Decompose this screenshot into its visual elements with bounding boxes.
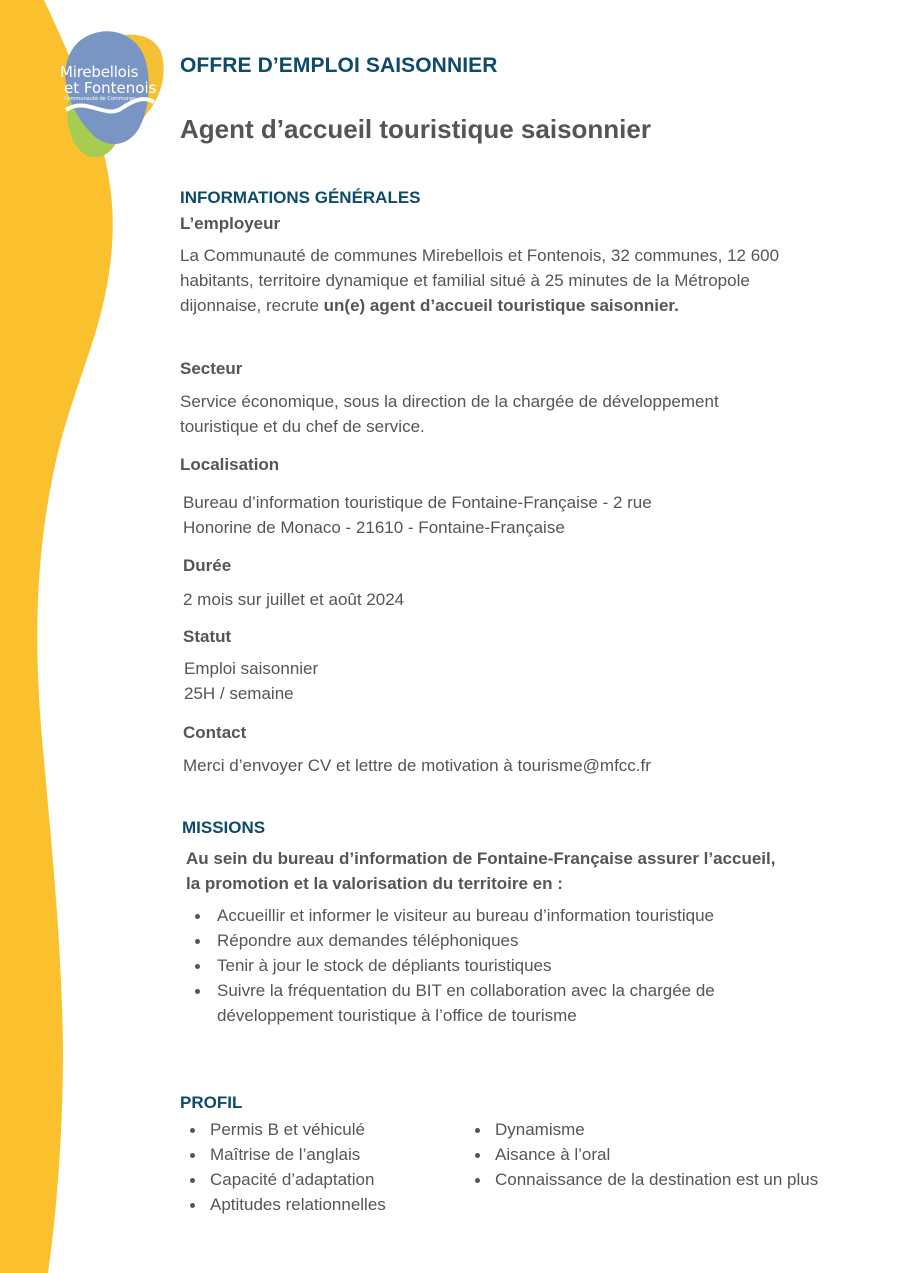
missions-intro: Au sein du bureau d’information de Fontaine-Française assurer l’accueil, la promotion et la valorisation du territoire en : [186,849,776,893]
contact-text: Merci d’envoyer CV et lettre de motivation à tourisme@mfcc.fr [183,756,651,775]
sector-label: Secteur [180,359,243,378]
list-item: Dynamisme [465,1117,825,1142]
job-title: Agent d’accueil touristique saisonnier [180,114,651,144]
list-item: Capacité d’adaptation [180,1167,460,1192]
list-item: Maîtrise de l’anglais [180,1142,460,1167]
employer-description: La Communauté de communes Mirebellois et Fontenois, 32 communes, 12 600 habitants, territoire dynamique et familial situé à 25 minutes de la Métropole dijonnaise, recrute [180,246,780,315]
duration-text: 2 mois sur juillet et août 2024 [183,590,405,609]
location-line-1: Bureau d’information touristique de Fontaine-Française - 2 rue [183,493,652,512]
duration-label: Durée [183,556,232,575]
location-line-2: Honorine de Monaco - 21610 - Fontaine-Française [183,518,565,537]
contact-label: Contact [183,723,247,742]
profile-heading: PROFIL [180,1093,243,1112]
general-info-heading: INFORMATIONS GÉNÉRALES [180,188,421,207]
logo-wordmark [60,64,170,103]
status-text [184,656,318,706]
list-item: Répondre aux demandes téléphoniques [183,928,823,953]
missions-heading: MISSIONS [182,818,266,837]
list-item: Tenir à jour le stock de dépliants touristiques [183,953,823,978]
employer-label: L’employeur [180,214,281,233]
status-line-2: 25H / semaine [184,684,294,703]
list-item: Aptitudes relationnelles [180,1192,460,1217]
location-label: Localisation [180,455,280,474]
list-item: Connaissance de la destination est un plus [465,1167,825,1192]
employer-position: un(e) agent d’accueil touristique saisonnier. [323,296,679,315]
list-item: Suivre la fréquentation du BIT en collaboration avec la chargée de développement touristique à l’office de tourisme [183,978,823,1028]
profile-list-right [465,1117,825,1192]
logo-subtitle: Communauté de Communes [64,96,136,102]
sector-text: Service économique, sous la direction de la chargée de développement touristique et du chef de service. [180,392,719,436]
employer-text [180,243,805,318]
list-item: Permis B et véhiculé [180,1117,460,1142]
offer-kicker: OFFRE D’EMPLOI SAISONNIER [180,54,498,77]
status-line-1: Emploi saisonnier [184,659,319,678]
profile-list-left [180,1117,460,1217]
location-text [183,490,823,540]
logo-line-2: et Fontenois [64,79,157,97]
missions-list [183,903,823,1028]
list-item: Aisance à l’oral [465,1142,825,1167]
decorative-wave [0,0,170,1273]
logo-line-1: Mirebellois [60,63,139,81]
status-label: Statut [183,627,232,646]
list-item: Accueillir et informer le visiteur au bureau d’information touristique [183,903,823,928]
